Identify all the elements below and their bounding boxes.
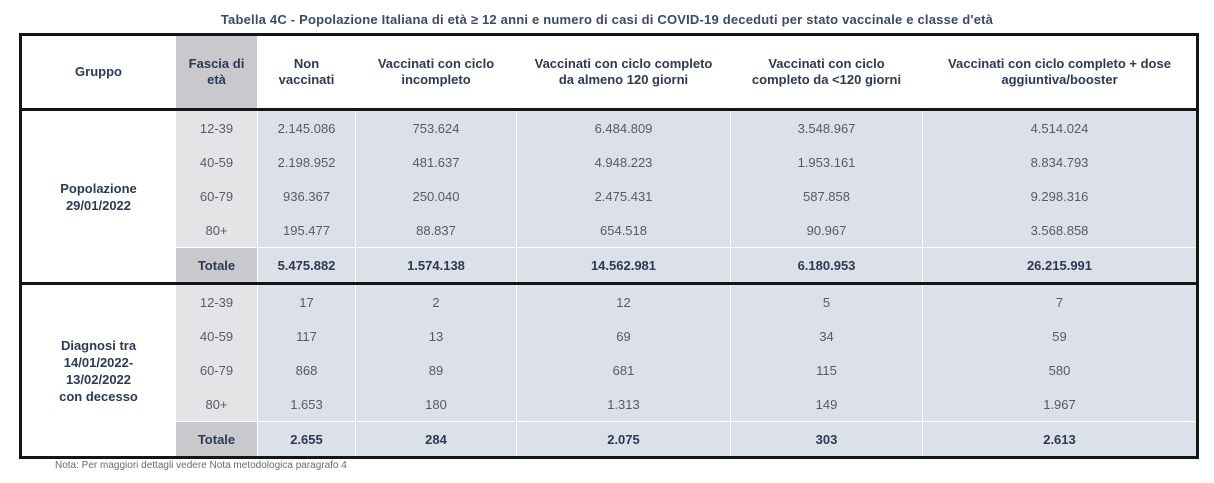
table-row xyxy=(21,110,1198,146)
value-cell: 654.518 xyxy=(517,213,731,248)
table-row xyxy=(21,213,1198,248)
total-label: Totale xyxy=(176,248,258,284)
value-cell: 90.967 xyxy=(731,213,923,248)
table-title: Tabella 4C - Popolazione Italiana di età ≥ 12 anni e numero di casi di COVID-19 deceduti per stato vaccinale e classe d'età xyxy=(220,12,994,27)
total-row xyxy=(21,422,1198,458)
total-cell: 2.075 xyxy=(517,422,731,458)
value-cell: 1.953.161 xyxy=(731,145,923,179)
value-cell: 1.967 xyxy=(923,387,1198,422)
table-row xyxy=(21,179,1198,213)
value-cell: 2.145.086 xyxy=(258,110,356,146)
value-cell: 195.477 xyxy=(258,213,356,248)
table-row xyxy=(21,387,1198,422)
value-cell: 69 xyxy=(517,319,731,353)
value-cell: 34 xyxy=(731,319,923,353)
value-cell: 681 xyxy=(517,353,731,387)
total-row xyxy=(21,248,1198,284)
value-cell: 481.637 xyxy=(356,145,517,179)
table-row xyxy=(21,319,1198,353)
header-non-vaccinati: Non vaccinati xyxy=(258,35,356,110)
value-cell: 13 xyxy=(356,319,517,353)
table-row xyxy=(21,284,1198,320)
total-cell: 303 xyxy=(731,422,923,458)
value-cell: 8.834.793 xyxy=(923,145,1198,179)
value-cell: 6.484.809 xyxy=(517,110,731,146)
total-cell: 2.613 xyxy=(923,422,1198,458)
total-cell: 1.574.138 xyxy=(356,248,517,284)
footnote: Nota: Per maggiori dettagli vedere Nota metodologica paragrafo 4 xyxy=(55,460,347,471)
age-cell: 80+ xyxy=(176,387,258,422)
value-cell: 4.514.024 xyxy=(923,110,1198,146)
total-cell: 5.475.882 xyxy=(258,248,356,284)
total-cell: 14.562.981 xyxy=(517,248,731,284)
table-row xyxy=(21,353,1198,387)
data-table xyxy=(19,33,1199,459)
value-cell: 1.313 xyxy=(517,387,731,422)
value-cell: 5 xyxy=(731,284,923,320)
table-row xyxy=(21,145,1198,179)
value-cell: 59 xyxy=(923,319,1198,353)
total-cell: 284 xyxy=(356,422,517,458)
value-cell: 4.948.223 xyxy=(517,145,731,179)
value-cell: 88.837 xyxy=(356,213,517,248)
value-cell: 9.298.316 xyxy=(923,179,1198,213)
total-label: Totale xyxy=(176,422,258,458)
value-cell: 936.367 xyxy=(258,179,356,213)
value-cell: 2 xyxy=(356,284,517,320)
value-cell: 580 xyxy=(923,353,1198,387)
value-cell: 3.568.858 xyxy=(923,213,1198,248)
value-cell: 868 xyxy=(258,353,356,387)
group-label: Diagnosi tra 14/01/2022-13/02/2022 con decesso xyxy=(21,284,176,458)
header-completo-lt120: Vaccinati con ciclo completo da <120 giorni xyxy=(731,35,923,110)
total-cell: 26.215.991 xyxy=(923,248,1198,284)
value-cell: 250.040 xyxy=(356,179,517,213)
value-cell: 149 xyxy=(731,387,923,422)
value-cell: 180 xyxy=(356,387,517,422)
value-cell: 117 xyxy=(258,319,356,353)
value-cell: 17 xyxy=(258,284,356,320)
age-cell: 12-39 xyxy=(176,110,258,146)
header-row xyxy=(21,35,1198,110)
value-cell: 115 xyxy=(731,353,923,387)
group-label: Popolazione 29/01/2022 xyxy=(21,110,176,284)
header-incompleto: Vaccinati con ciclo incompleto xyxy=(356,35,517,110)
value-cell: 3.548.967 xyxy=(731,110,923,146)
total-cell: 6.180.953 xyxy=(731,248,923,284)
age-cell: 40-59 xyxy=(176,319,258,353)
value-cell: 12 xyxy=(517,284,731,320)
header-gruppo: Gruppo xyxy=(21,35,176,110)
total-cell: 2.655 xyxy=(258,422,356,458)
age-cell: 60-79 xyxy=(176,353,258,387)
value-cell: 753.624 xyxy=(356,110,517,146)
value-cell: 1.653 xyxy=(258,387,356,422)
age-cell: 60-79 xyxy=(176,179,258,213)
header-completo-120: Vaccinati con ciclo completo da almeno 120 giorni xyxy=(517,35,731,110)
value-cell: 89 xyxy=(356,353,517,387)
value-cell: 587.858 xyxy=(731,179,923,213)
age-cell: 40-59 xyxy=(176,145,258,179)
value-cell: 7 xyxy=(923,284,1198,320)
age-cell: 12-39 xyxy=(176,284,258,320)
age-cell: 80+ xyxy=(176,213,258,248)
header-fascia: Fascia di età xyxy=(176,35,258,110)
value-cell: 2.475.431 xyxy=(517,179,731,213)
header-booster: Vaccinati con ciclo completo + dose aggiuntiva/booster xyxy=(923,35,1198,110)
value-cell: 2.198.952 xyxy=(258,145,356,179)
